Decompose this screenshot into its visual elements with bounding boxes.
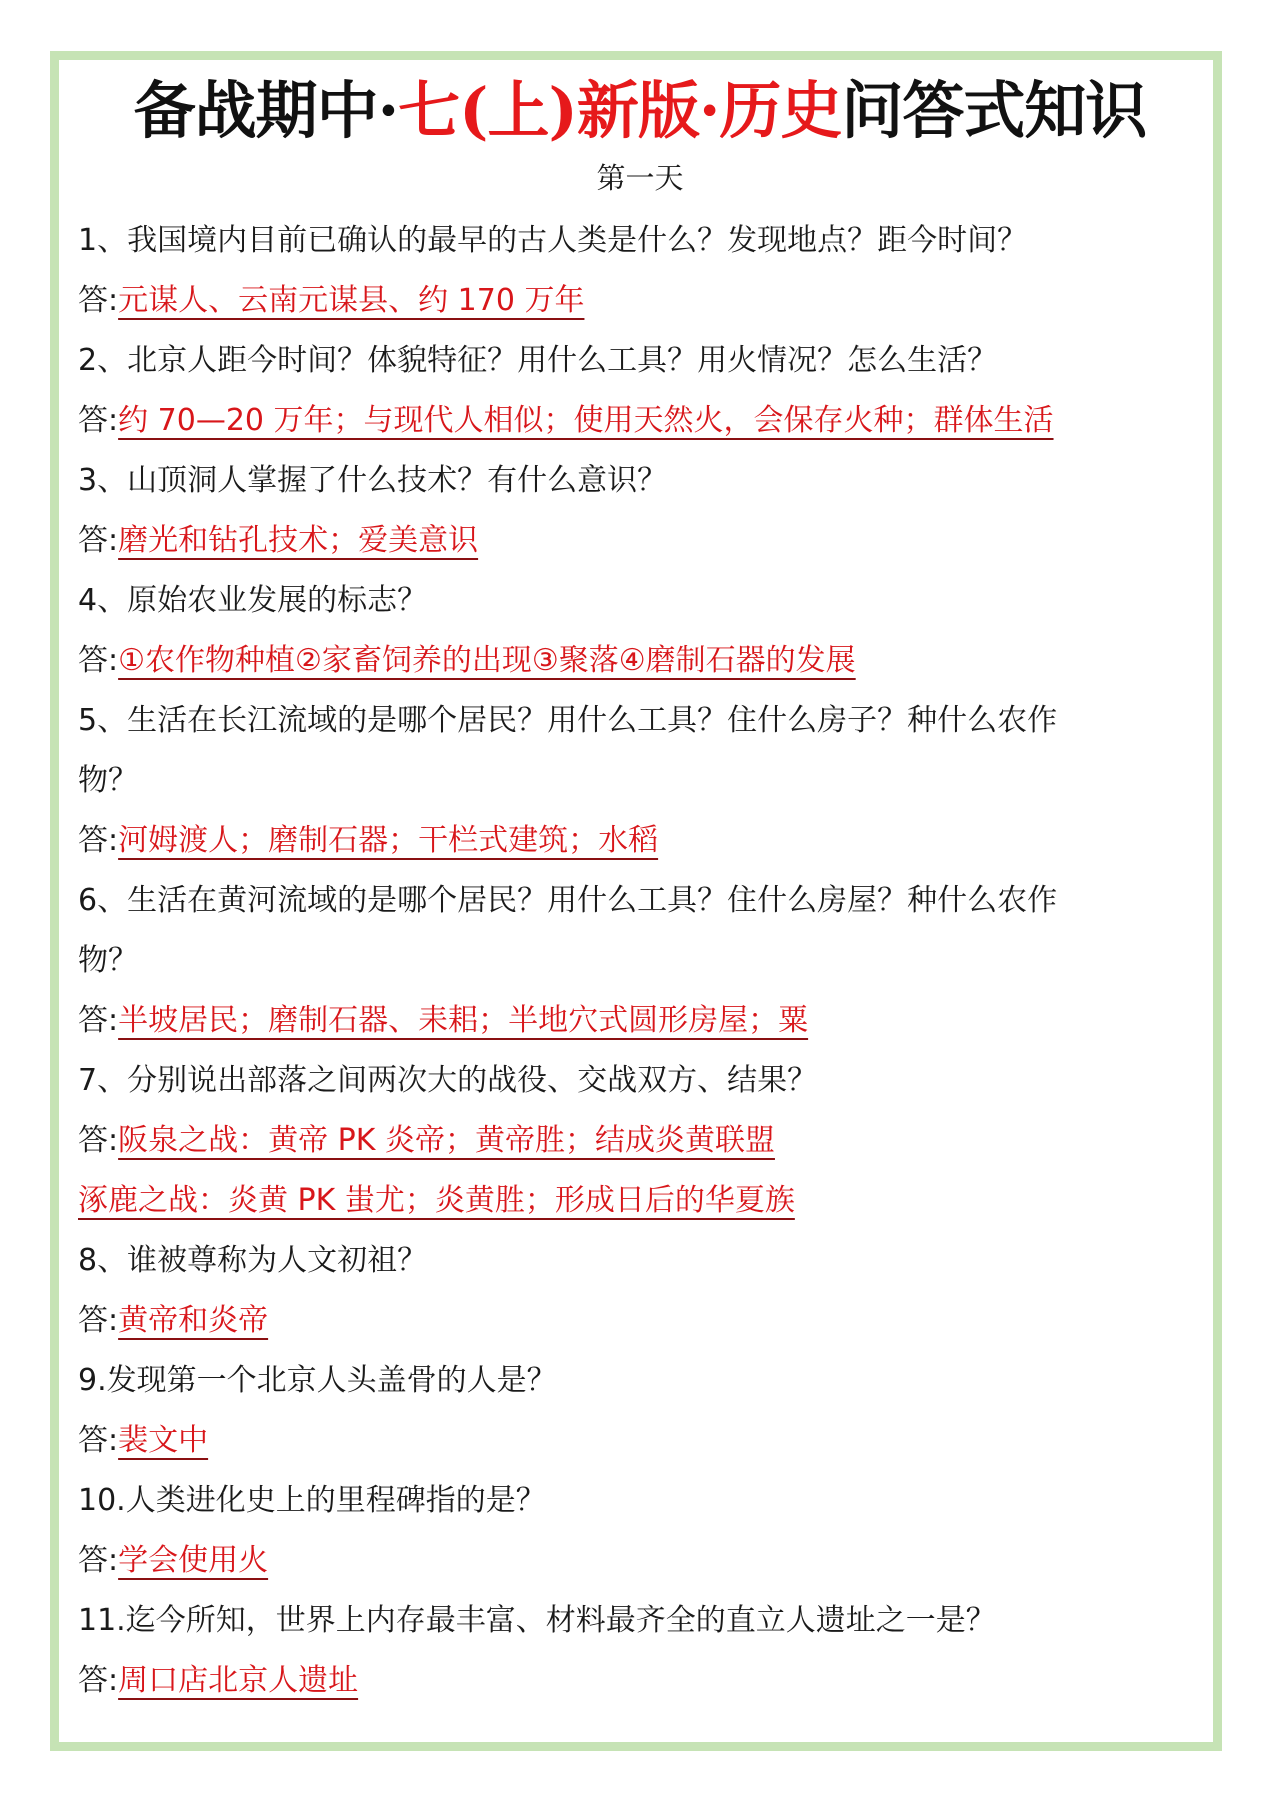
answer-line — [78, 811, 1208, 871]
answer-line — [78, 991, 1208, 1051]
qa-item — [78, 1471, 1208, 1591]
page-title — [60, 66, 1220, 156]
question-line: 11.迄今所知，世界上内存最丰富、材料最齐全的直立人遗址之一是？ — [78, 1603, 996, 1638]
qa-item — [78, 1051, 1208, 1231]
answer-prefix: 答: — [78, 1663, 119, 1698]
answer-text: 学会使用火 — [118, 1543, 269, 1578]
page-subtitle: 第一天 — [596, 161, 684, 195]
answer-text: 河姆渡人；磨制石器；干栏式建筑；水稻 — [118, 823, 659, 858]
question-line: 8、谁被尊称为人文初祖？ — [78, 1243, 428, 1278]
answer-text: 黄帝和炎帝 — [118, 1303, 269, 1338]
answer-text: 约 70—20 万年；与现代人相似；使用天然火，会保存火种；群体生活 — [118, 403, 1054, 438]
answer-text: 磨光和钻孔技术；爱美意识 — [118, 523, 479, 558]
answer-line — [78, 391, 1208, 451]
answer-line — [78, 1651, 1208, 1711]
title-part-3: 问答式知识 — [841, 74, 1147, 147]
qa-item — [78, 1351, 1208, 1471]
answer-prefix: 答: — [78, 403, 119, 438]
answer-text: 周口店北京人遗址 — [118, 1663, 359, 1698]
question-line: 4、原始农业发展的标志？ — [78, 583, 428, 618]
qa-item — [78, 691, 1208, 871]
question-line: 物？ — [78, 763, 138, 798]
qa-item — [78, 871, 1208, 1051]
qa-item — [78, 1231, 1208, 1351]
answer-text: 裴文中 — [118, 1423, 209, 1458]
answer-prefix: 答: — [78, 1003, 119, 1038]
question-line: 9.发现第一个北京人头盖骨的人是？ — [78, 1363, 557, 1398]
qa-item — [78, 571, 1208, 691]
question-line: 1、我国境内目前已确认的最早的古人类是什么？发现地点？距今时间？ — [78, 223, 1028, 258]
title-part-1: 备战期中· — [133, 74, 399, 147]
answer-line — [78, 271, 1208, 331]
answer-text: 阪泉之战：黄帝 PK 炎帝；黄帝胜；结成炎黄联盟 — [118, 1123, 775, 1158]
answer-text: ①农作物种植②家畜饲养的出现③聚落④磨制石器的发展 — [118, 643, 856, 678]
question-line: 7、分别说出部落之间两次大的战役、交战双方、结果？ — [78, 1063, 818, 1098]
answer-line — [78, 1531, 1208, 1591]
answer-text: 元谋人、云南元谋县、约 170 万年 — [118, 283, 585, 318]
answer-prefix: 答: — [78, 1543, 119, 1578]
answer-line — [78, 1411, 1208, 1471]
answer-prefix: 答: — [78, 1423, 119, 1458]
qa-item — [78, 1591, 1208, 1711]
answer-text: 半坡居民；磨制石器、耒耜；半地穴式圆形房屋；粟 — [118, 1003, 809, 1038]
answer-prefix: 答: — [78, 1123, 119, 1158]
answer-prefix: 答: — [78, 283, 119, 318]
qa-item — [78, 211, 1208, 331]
qa-item — [78, 451, 1208, 571]
title-part-2: 七(上)新版·历史 — [398, 74, 842, 147]
question-line: 10.人类进化史上的里程碑指的是？ — [78, 1483, 546, 1518]
question-line: 6、生活在黄河流域的是哪个居民？用什么工具？住什么房屋？种什么农作 — [78, 883, 1058, 918]
answer-prefix: 答: — [78, 1303, 119, 1338]
answer-prefix: 答: — [78, 643, 119, 678]
answer-line — [78, 1111, 1208, 1171]
question-line: 物？ — [78, 943, 138, 978]
answer-line — [78, 511, 1208, 571]
answer-prefix: 答: — [78, 523, 119, 558]
qa-item — [78, 331, 1208, 451]
answer-line — [78, 1171, 1208, 1231]
answer-line — [78, 1291, 1208, 1351]
question-line: 5、生活在长江流域的是哪个居民？用什么工具？住什么房子？种什么农作 — [78, 703, 1058, 738]
answer-prefix: 答: — [78, 823, 119, 858]
qa-list — [78, 211, 1208, 1711]
question-line: 2、北京人距今时间？体貌特征？用什么工具？用火情况？怎么生活？ — [78, 343, 998, 378]
answer-text: 涿鹿之战：炎黄 PK 蚩尤；炎黄胜；形成日后的华夏族 — [78, 1183, 795, 1218]
answer-line — [78, 631, 1208, 691]
question-line: 3、山顶洞人掌握了什么技术？有什么意识？ — [78, 463, 668, 498]
